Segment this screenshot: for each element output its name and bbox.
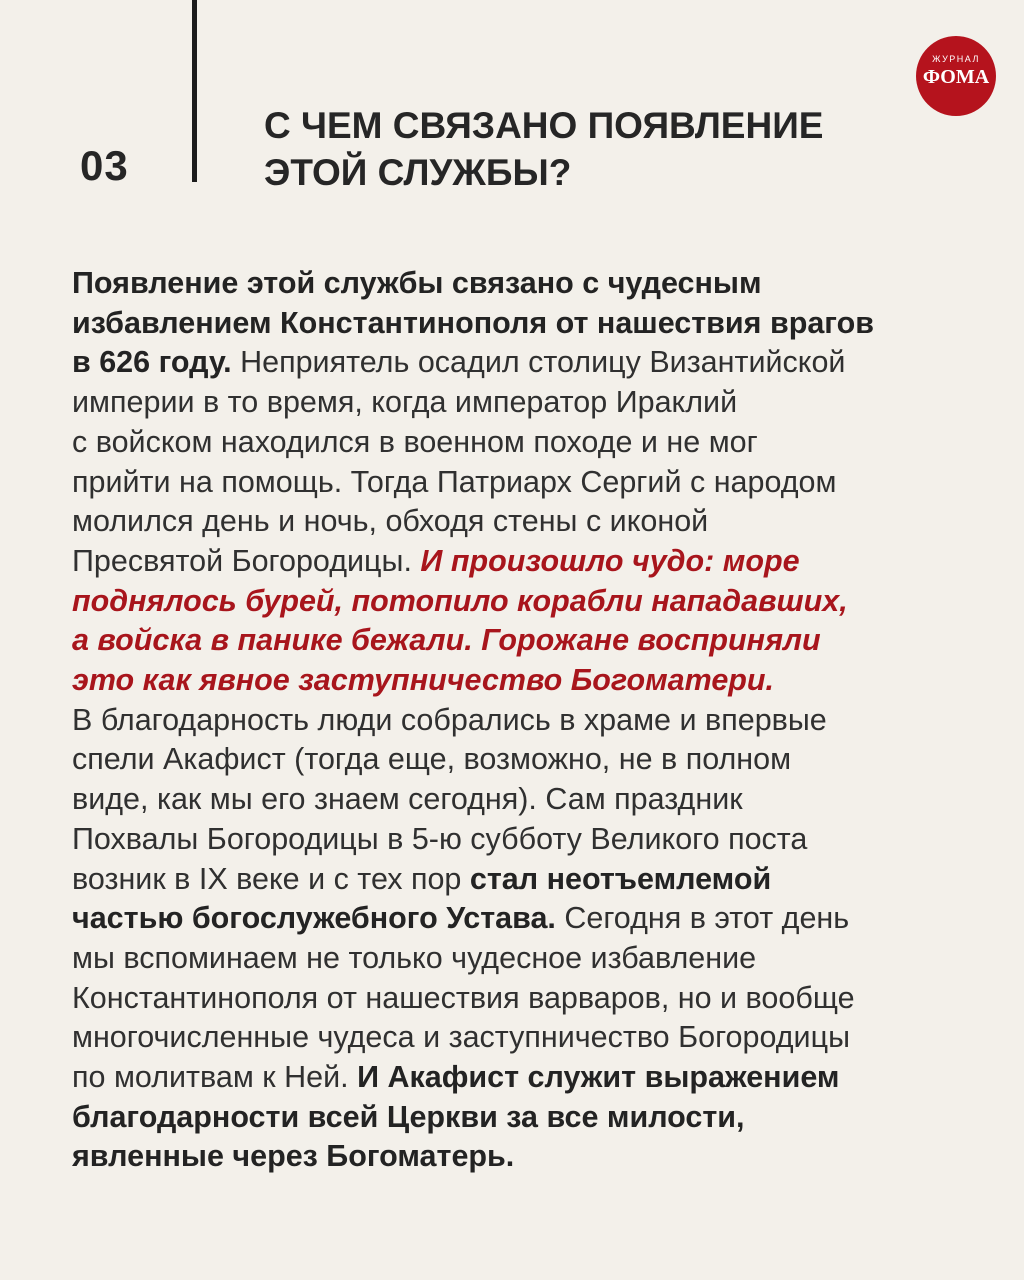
text-line [72,423,992,463]
logo-top-text: ЖУРНАЛ [932,54,980,64]
highlighted-text: И произошло чудо: море [420,543,800,578]
text-line [72,1098,992,1138]
regular-text: Похвалы Богородицы в 5-ю субботу Великого поста [72,821,808,856]
bold-text: Появление этой службы связано с чудесным [72,266,762,300]
bold-text: явленные через Богоматерь. [72,1139,515,1174]
text-line [72,780,992,820]
regular-text: Пресвятой Богородицы. [72,543,421,578]
highlighted-text: а войска в панике бежали. Горожане восприняли [72,623,821,658]
text-line [72,979,992,1019]
text-line [72,899,992,939]
regular-text: возник в IX веке и с тех пор [72,861,470,896]
regular-text: Сегодня в этот день [555,901,850,936]
logo-name-text: ФОМА [922,66,990,88]
foma-magazine-logo [916,36,996,116]
text-line [72,860,992,900]
highlighted-text: поднялось бурей, потопило корабли нападавших, [72,583,848,618]
regular-text: прийти на помощь. Тогда Патриарх Сергий с народом [72,464,837,499]
logo-graphic [916,36,996,116]
regular-text: с войском находился в военном походе и не мог [72,424,758,459]
highlighted-text: это как явное заступничество Богоматери. [72,663,775,698]
regular-text: многочисленные чудеса и заступничество Богородицы [72,1020,850,1055]
section-number: 03 [80,142,129,189]
bold-text: частью богослужебного Устава. [72,901,556,936]
text-line [72,621,992,661]
text-line [72,304,992,344]
text-line [72,939,992,979]
text-line [72,264,992,304]
page-title [264,102,904,196]
regular-text: империи в то время, когда император Ираклий [72,385,738,420]
bold-text: избавлением Константинополя от нашествия врагов [72,305,874,340]
regular-text: В благодарность люди собрались в храме и впервые [72,702,827,737]
title-line-2: ЭТОЙ СЛУЖБЫ? [264,152,572,193]
text-line [72,542,992,582]
regular-text: мы вспоминаем не только чудесное избавление [72,940,757,975]
text-line [72,701,992,741]
text-line [72,383,992,423]
regular-text: по молитвам к Ней. [72,1060,358,1095]
regular-text: Неприятель осадил столицу Византийской [231,345,846,380]
bold-text: стал неотъемлемой [469,861,772,896]
bold-text: благодарности всей Церкви за все милости, [72,1099,745,1134]
text-line [72,343,992,383]
text-line [72,661,992,701]
vertical-divider-line [192,0,197,182]
regular-text: виде, как мы его знаем сегодня). Сам праздник [72,782,743,817]
bold-text: в 626 году. [72,345,232,380]
bold-text: И Акафист служит выражением [357,1060,840,1095]
regular-text: спели Акафист (тогда еще, возможно, не в полном [72,742,792,777]
text-line [72,463,992,503]
regular-text: молился день и ночь, обходя стены с иконой [72,504,709,539]
text-line [72,1058,992,1098]
text-line [72,820,992,860]
article-text [72,264,992,1177]
regular-text: Константинополя от нашествия варваров, но и вообще [72,980,855,1015]
text-line [72,740,992,780]
title-line-1: С ЧЕМ СВЯЗАНО ПОЯВЛЕНИЕ [264,105,824,146]
text-line [72,502,992,542]
text-line [72,582,992,622]
text-line [72,1137,992,1177]
text-line [72,1018,992,1058]
